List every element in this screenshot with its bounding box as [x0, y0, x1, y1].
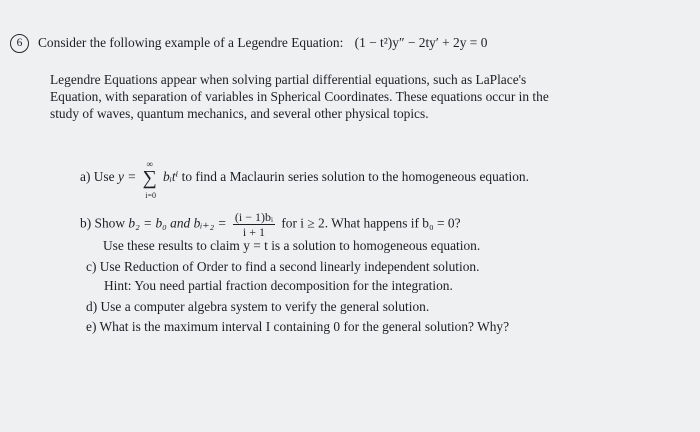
part-a-y-eq: y = [117, 169, 137, 185]
problem-heading-line [38, 35, 487, 51]
part-b-text: for i ≥ 2. What happens if b₀ = 0? [281, 215, 461, 231]
part-d [86, 299, 429, 315]
part-c-text: Use Reduction of Order to find a second linearly independent solution. [99, 259, 480, 274]
part-e [86, 319, 509, 335]
part-b-line2: Use these results to claim y = t is a solution to homogeneous equation. [103, 238, 481, 253]
sum-lower-limit: i=0 [145, 191, 156, 200]
part-b-show: Show [94, 215, 126, 231]
part-e-label: e) [86, 319, 97, 334]
part-a [80, 159, 529, 200]
problem-heading: Consider the following example of a Legendre Equation: [38, 35, 344, 50]
part-d-label: d) [86, 299, 98, 314]
problem-number-badge: 6 [10, 34, 29, 53]
part-a-use: Use [93, 169, 115, 185]
fraction-numerator: (i − 1)bᵢ [234, 210, 273, 224]
part-c [86, 259, 479, 275]
part-c-label: c) [86, 259, 97, 274]
summation-symbol: ∞ ∑ i=0 [142, 168, 158, 188]
sum-upper-limit: ∞ [146, 159, 153, 169]
intro-line-1: Legendre Equations appear when solving partial differential equations, such as LaPlace's [50, 72, 527, 87]
part-a-label: a) [80, 169, 91, 185]
part-e-text: What is the maximum interval I containing 0 for the general solution? Why? [99, 319, 510, 334]
part-a-text: to find a Maclaurin series solution to the homogeneous equation. [181, 169, 529, 185]
part-a-term: bᵢtⁱ [163, 169, 179, 185]
part-b-label: b) [80, 215, 92, 231]
fraction-denominator: i + 1 [242, 225, 265, 239]
intro-line-3: study of waves, quantum mechanics, and several other physical topics. [50, 106, 429, 121]
recurrence-fraction [233, 210, 275, 239]
part-c-hint: Hint: You need partial fraction decomposition for the integration. [104, 278, 453, 293]
part-b-eq1: b₂ = b₀ and bᵢ₊₂ = [128, 215, 227, 231]
part-b [80, 210, 461, 239]
intro-line-2: Equation, with separation of variables in Spherical Coordinates. These equations occur in the [50, 89, 549, 104]
legendre-equation: (1 − t²)y″ − 2ty′ + 2y = 0 [354, 35, 488, 50]
part-d-text: Use a computer algebra system to verify the general solution. [100, 299, 430, 314]
